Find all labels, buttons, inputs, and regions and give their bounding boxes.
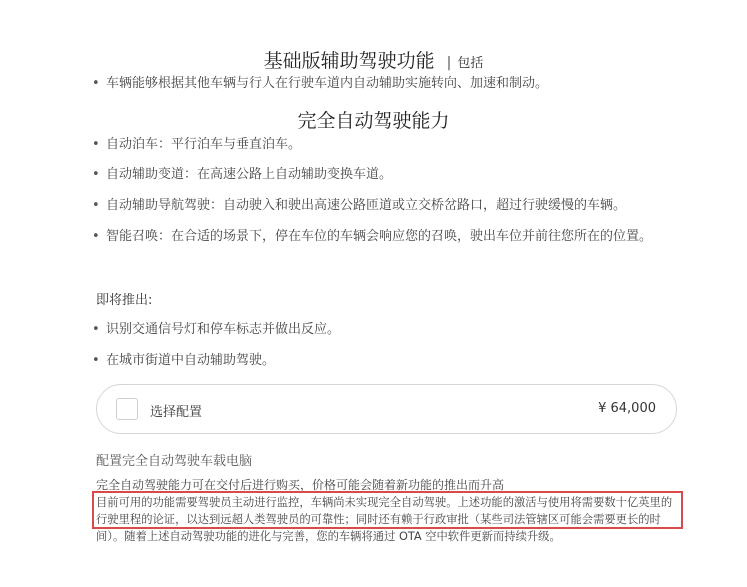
coming-feature-traffic-lights: • 识别交通信号灯和停车标志并做出反应。 xyxy=(106,318,666,341)
fsd-heading: 完全自动驾驶能力 xyxy=(297,110,450,132)
fsd-feature-navigate-on-autopilot: • 自动辅助导航驾驶：自动驶入和驶出高速公路匝道或立交桥岔路口，超过行驶缓慢的车辆。 xyxy=(106,194,666,217)
basic-autopilot-heading xyxy=(0,46,747,73)
fsd-feature-smart-summon: • 智能召唤：在合适的场景下，停在车位的车辆会响应您的召唤，驶出车位并前往您所在的位置。 xyxy=(106,225,666,248)
heading-separator: | xyxy=(446,55,452,71)
fsd-disclaimer-text: 目前可用的功能需要驾驶员主动进行监控，车辆尚未实现完全自动驾驶。上述功能的激活与使用将需要数十亿英里的行驶里程的论证，以达到远超人类驾驶员的可靠性；同时还有赖于行政审批（某些司法管辖区可能会需要更长的时间）。随着上述自动驾驶功能的进化与完善，您的车辆将通过 OTA 空中软件更新而持续升级。 xyxy=(96,496,673,543)
purchase-after-delivery-note: 完全自动驾驶能力可在交付后进行购买，价格可能会随着新功能的推出而升高 xyxy=(96,478,505,492)
fsd-feature-auto-lane-change: • 自动辅助变道：在高速公路上自动辅助变换车道。 xyxy=(106,163,666,186)
fsd-option-selector[interactable] xyxy=(96,384,677,434)
basic-autopilot-title: 基础版辅助驾驶功能 xyxy=(263,50,435,72)
basic-feature-item: • 车辆能够根据其他车辆与行人在行驶车道内自动辅助实施转向、加速和制动。 xyxy=(106,72,666,95)
fsd-feature-autopark: • 自动泊车：平行泊车与垂直泊车。 xyxy=(106,133,666,156)
fsd-option-label: 选择配置 xyxy=(150,405,203,420)
coming-soon-label: 即将推出: xyxy=(96,293,153,308)
includes-label: 包括 xyxy=(457,56,484,71)
fsd-option-price: ¥ 64,000 xyxy=(598,401,656,416)
fsd-option-checkbox[interactable] xyxy=(116,398,138,420)
coming-feature-city-streets: • 在城市街道中自动辅助驾驶。 xyxy=(106,349,666,372)
fsd-computer-config-title: 配置完全自动驾驶车载电脑 xyxy=(96,454,253,469)
